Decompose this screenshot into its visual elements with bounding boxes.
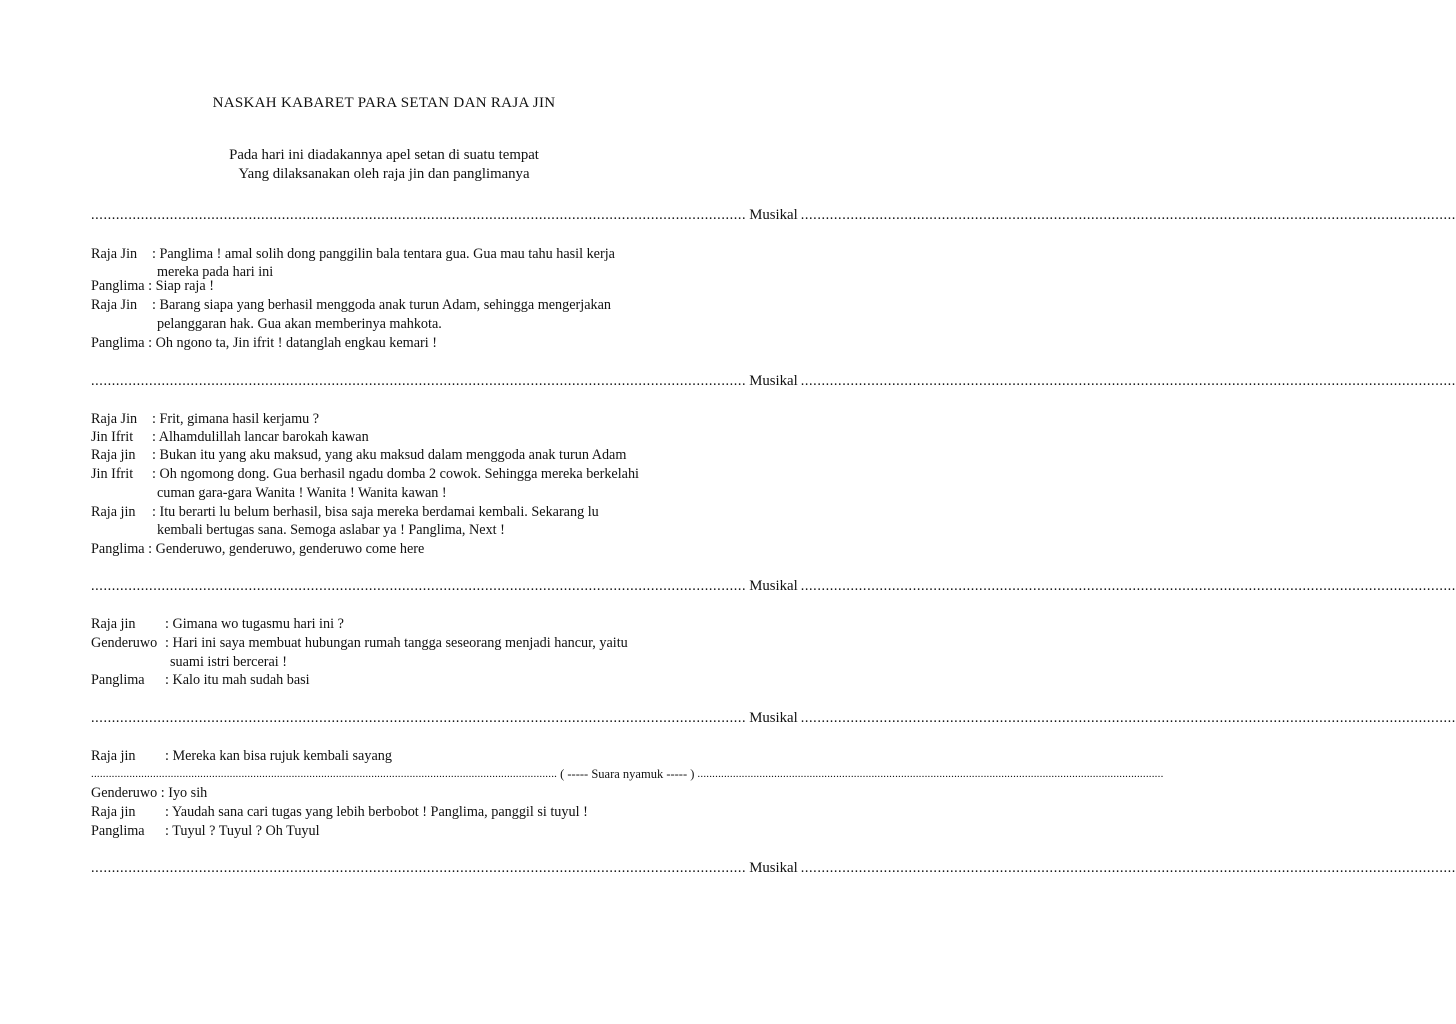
dialogue-continuation: pelanggaran hak. Gua akan memberinya mahkota. (157, 316, 442, 332)
dialogue-line (91, 296, 691, 315)
dialogue-text: : Gimana wo tugasmu hari ini ? (165, 616, 344, 632)
dotted-rule: .............................................................................................................................................................. (91, 860, 747, 876)
dialogue-line (91, 503, 691, 522)
dialogue-line (91, 615, 691, 634)
dotted-rule: .............................................................................................................................................................. (800, 373, 1456, 389)
dialogue-line (91, 277, 691, 296)
musikal-separator-5 (91, 857, 1456, 877)
speaker-name: Raja jin (91, 504, 136, 520)
speaker-name: Raja jin (91, 748, 136, 764)
speaker-name: Panglima (91, 541, 145, 557)
dialogue-line (91, 634, 691, 653)
dialogue-line (91, 540, 691, 559)
speaker-name: Panglima (91, 823, 145, 839)
speaker-name: Raja Jin (91, 246, 138, 262)
dialogue-text: : Panglima ! amal solih dong panggilin bala tentara gua. Gua mau tahu hasil kerja (152, 246, 615, 262)
dialogue-text: : Barang siapa yang berhasil menggoda anak turun Adam, sehingga mengerjakan (152, 297, 611, 313)
separator-label: Musikal (749, 710, 798, 726)
dialogue-line (91, 822, 691, 841)
musikal-separator-4 (91, 707, 1456, 727)
intro-line-2: Yang dilaksanakan oleh raja jin dan panglimanya (238, 166, 530, 182)
speaker-name: Raja jin (91, 447, 136, 463)
dialogue-continuation: kembali bertugas sana. Semoga aslabar ya ! Panglima, Next ! (157, 522, 505, 538)
separator-label: Musikal (749, 860, 798, 876)
dialogue-text: : Hari ini saya membuat hubungan rumah tangga seseorang menjadi hancur, yaitu (165, 635, 628, 651)
dialogue-line (91, 446, 691, 465)
dotted-rule: .............................................................................................................................................................. (800, 710, 1456, 726)
sound-effect-label: ( ----- Suara nyamuk ----- ) (560, 767, 695, 781)
document-title: NASKAH KABARET PARA SETAN DAN RAJA JIN (212, 95, 556, 111)
speaker-name: Jin Ifrit (91, 466, 134, 482)
dialogue-line (91, 334, 691, 353)
dotted-rule: .............................................................................................................................................................. (697, 768, 1164, 780)
separator-label: Musikal (749, 578, 798, 594)
speaker-name: Panglima (91, 335, 145, 351)
speaker-name: Raja jin (91, 804, 136, 820)
separator-label: Musikal (749, 373, 798, 389)
dotted-rule: .............................................................................................................................................................. (800, 207, 1456, 223)
dialogue-line (91, 784, 691, 803)
dialogue-line (91, 245, 691, 264)
dialogue-text: : Yaudah sana cari tugas yang lebih berbobot ! Panglima, panggil si tuyul ! (165, 804, 588, 820)
dialogue-text: : Iyo sih (160, 785, 208, 801)
dialogue-line (91, 671, 691, 690)
dialogue-line (91, 428, 691, 447)
dialogue-text: : Frit, gimana hasil kerjamu ? (152, 411, 320, 427)
dialogue-text: : Alhamdulillah lancar barokah kawan (152, 429, 369, 445)
speaker-name: Raja jin (91, 616, 136, 632)
dotted-rule: .............................................................................................................................................................. (91, 578, 747, 594)
dialogue-text: : Siap raja ! (148, 278, 214, 294)
dialogue-text: : Oh ngono ta, Jin ifrit ! datanglah engkau kemari ! (148, 335, 437, 351)
dialogue-text: : Bukan itu yang aku maksud, yang aku maksud dalam menggoda anak turun Adam (152, 447, 627, 463)
speaker-name: Jin Ifrit (91, 429, 134, 445)
dotted-rule: .............................................................................................................................................................. (800, 860, 1456, 876)
dotted-rule: .............................................................................................................................................................. (91, 373, 747, 389)
dialogue-text: : Mereka kan bisa rujuk kembali sayang (165, 748, 392, 764)
dialogue-text: : Kalo itu mah sudah basi (165, 672, 310, 688)
speaker-name: Raja Jin (91, 411, 138, 427)
speaker-name: Genderuwo (91, 635, 158, 651)
musikal-separator-1 (91, 204, 1456, 224)
dialogue-line (91, 465, 691, 484)
dialogue-line (91, 803, 691, 822)
dialogue-text: : Oh ngomong dong. Gua berhasil ngadu domba 2 cowok. Sehingga mereka berkelahi (152, 466, 639, 482)
dialogue-continuation: suami istri bercerai ! (170, 654, 287, 670)
speaker-name: Panglima (91, 672, 145, 688)
dotted-rule: .............................................................................................................................................................. (91, 768, 558, 780)
musikal-separator-3 (91, 575, 1456, 595)
speaker-name: Raja Jin (91, 297, 138, 313)
dialogue-continuation: mereka pada hari ini (157, 264, 274, 280)
dotted-rule: .............................................................................................................................................................. (91, 207, 747, 223)
speaker-name: Panglima (91, 278, 145, 294)
dialogue-line (91, 410, 691, 429)
sound-effect-separator (91, 763, 1164, 783)
dotted-rule: .............................................................................................................................................................. (91, 710, 747, 726)
dialogue-continuation: cuman gara-gara Wanita ! Wanita ! Wanita kawan ! (157, 485, 447, 501)
dialogue-text: : Itu berarti lu belum berhasil, bisa saja mereka berdamai kembali. Sekarang lu (152, 504, 599, 520)
intro-line-1: Pada hari ini diadakannya apel setan di suatu tempat (229, 147, 539, 163)
musikal-separator-2 (91, 370, 1456, 390)
dotted-rule: .............................................................................................................................................................. (800, 578, 1456, 594)
dialogue-text: : Tuyul ? Tuyul ? Oh Tuyul (165, 823, 320, 839)
separator-label: Musikal (749, 207, 798, 223)
dialogue-text: : Genderuwo, genderuwo, genderuwo come here (148, 541, 425, 557)
speaker-name: Genderuwo (91, 785, 158, 801)
